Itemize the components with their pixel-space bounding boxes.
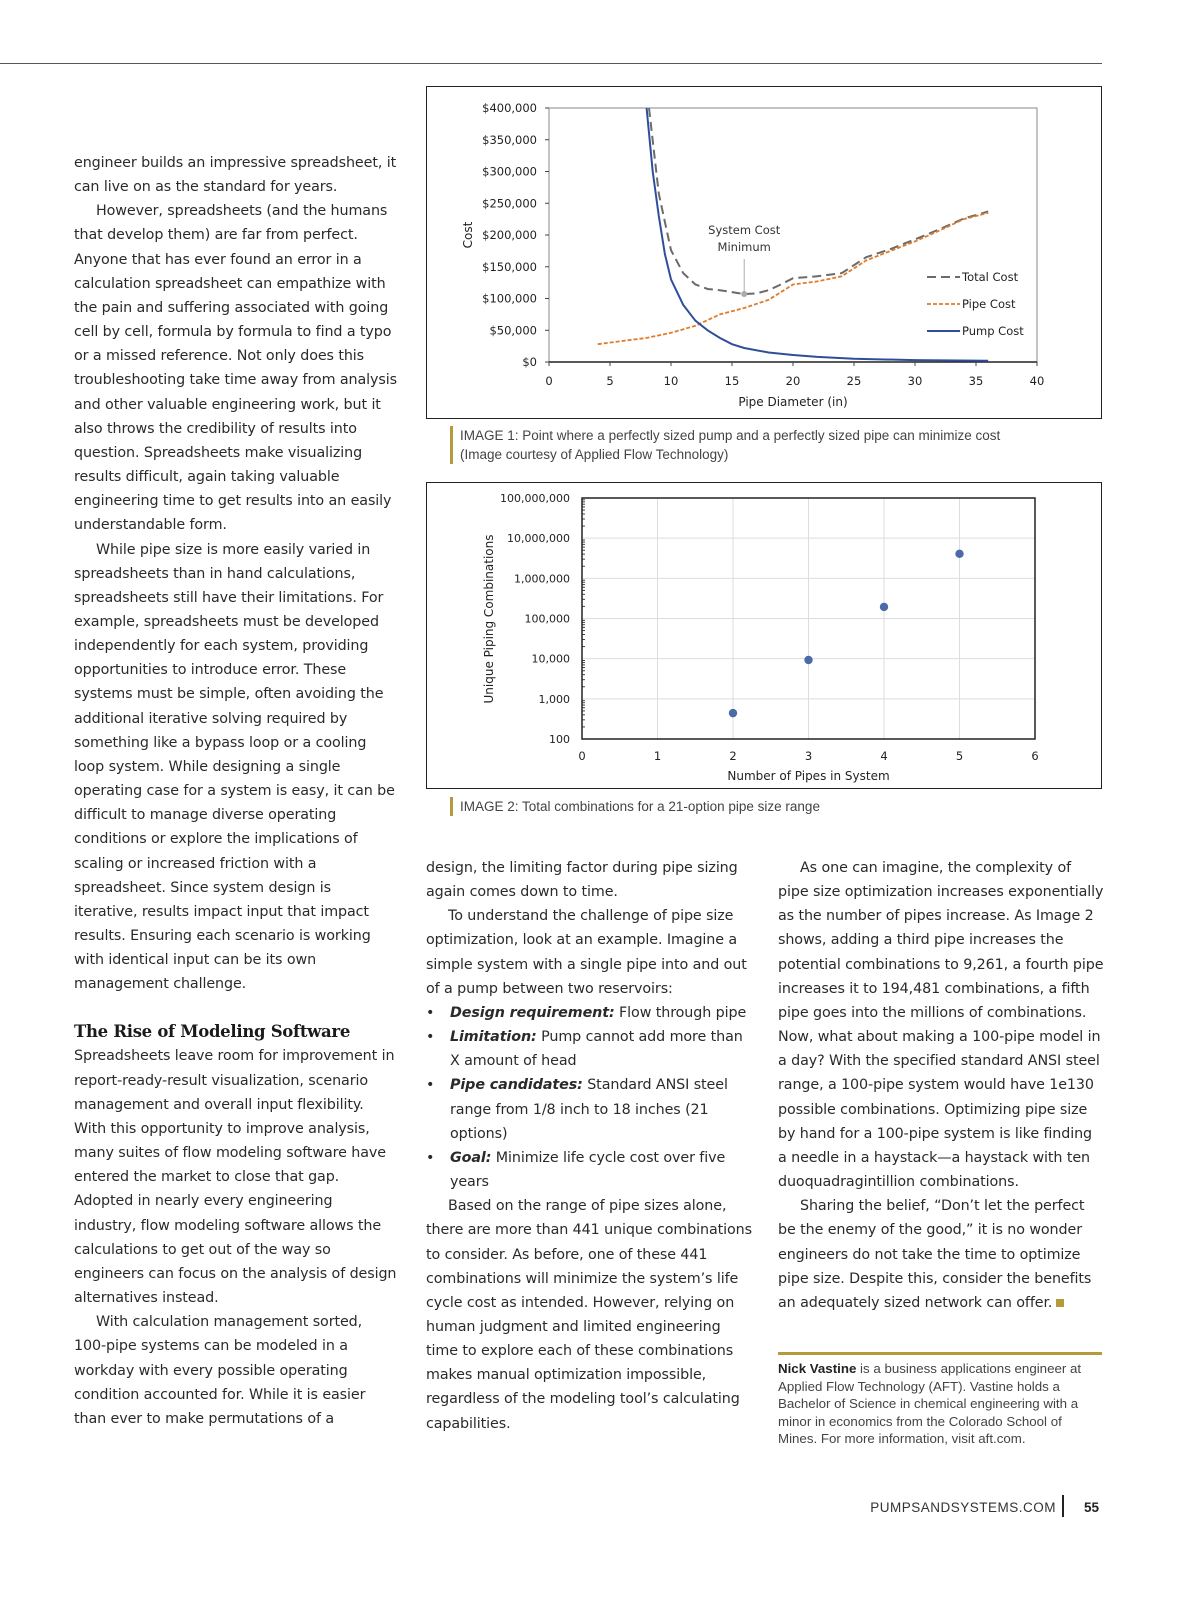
section-heading: The Rise of Modeling Software — [74, 1022, 351, 1042]
x-tick-label: 30 — [907, 374, 923, 388]
y-tick-label: $350,000 — [482, 132, 537, 147]
x-tick-label: 20 — [785, 374, 801, 388]
y-tick-label: 10,000,000 — [507, 532, 570, 546]
paragraph-text: Sharing the belief, “Don’t let the perfect be the enemy of the good,” it is no wonder engineers do not take the time to optimize pipe size. Despite this, consider the benefits an adequately sized network can offer. — [778, 1198, 1092, 1311]
x-tick-label: 3 — [804, 749, 813, 763]
x-tick-label: 4 — [880, 749, 888, 763]
author-bio — [778, 1360, 1104, 1448]
figure-combinations-chart — [426, 482, 1102, 789]
y-tick-label: $150,000 — [482, 259, 537, 274]
x-tick-label: 15 — [724, 374, 740, 388]
y-tick-label: $200,000 — [482, 228, 537, 242]
y-tick-label: 100,000 — [524, 612, 570, 626]
x-tick-label: 35 — [968, 374, 984, 388]
right-column — [778, 856, 1104, 1315]
x-tick-label: 5 — [955, 749, 964, 763]
figure-caption: IMAGE 1: Point where a perfectly sized pump and a perfectly sized pipe can minimize cost (Image courtesy of Applied Flow Technology) — [450, 426, 1020, 464]
y-tick-label: 10,000 — [531, 652, 570, 666]
x-tick-label: 40 — [1029, 374, 1045, 388]
bullet-text: Pump cannot add more than X amount of head — [450, 1029, 743, 1070]
paragraph: While pipe size is more easily varied in spreadsheets than in hand calculations, spreadsheets still have their limitations. For example, spreadsheets must be developed independently for each system, providing opportunities to introduce error. These systems must be simple, often avoiding the additional iterative solving required by something like a bypass loop or a cooling loop system. While designing a single operating case for a system is easy, it can be difficult to manage diverse operating conditions or explore the implications of scaling or increased friction with a spreadsheet. Since system design is iterative, results impact input that impact results. Ensuring each scenario is working with identical input can be its own management challenge. — [74, 541, 395, 993]
y-tick-label: 1,000 — [538, 692, 570, 706]
paragraph: design, the limiting factor during pipe sizing again comes down to time. — [426, 860, 738, 901]
x-axis-label: Pipe Diameter (in) — [738, 395, 848, 409]
data-point — [804, 656, 812, 664]
bullet-label: Limitation: — [450, 1029, 537, 1046]
data-point — [955, 550, 963, 558]
x-tick-label: 6 — [1031, 749, 1039, 763]
author-name: Nick Vastine — [778, 1361, 857, 1376]
paragraph: Based on the range of pipe sizes alone, there are more than 441 unique combinations to consider. As before, one of these 441 combinations will minimize the system’s life cycle cost as intended. However, relying on human judgment and limited engineering time to explore each of these combinations makes manual optimization impossible, regardless of the modeling tool’s calculating capabilities. — [426, 1198, 752, 1432]
paragraph — [778, 1194, 1104, 1315]
header-rule — [0, 63, 1102, 64]
list-item — [426, 1073, 752, 1145]
series-line-pump-cost — [647, 108, 989, 361]
bullet-list — [426, 1001, 752, 1194]
combinations-chart — [427, 483, 1101, 788]
y-axis-label: Unique Piping Combinations — [482, 534, 496, 704]
y-tick-label: 1,000,000 — [514, 572, 570, 586]
middle-column — [426, 856, 752, 1436]
bio-divider — [778, 1352, 1102, 1355]
y-axis-label: Cost — [461, 221, 475, 249]
end-mark-icon — [1056, 1299, 1064, 1307]
x-tick-label: 0 — [545, 374, 553, 388]
y-tick-label: $50,000 — [489, 323, 537, 338]
x-axis-label: Number of Pipes in System — [727, 769, 890, 783]
paragraph: Spreadsheets leave room for improvement in report-ready-result visualization, scenario management and overall input flexibility. With this opportunity to improve analysis, many suites of flow modeling software have entered the market to close that gap. Adopted in nearly every engineering industry, flow modeling software allows the calculations to get out of the way so engineers can focus on the analysis of design alternatives instead. — [74, 1048, 397, 1307]
series-line-total-cost — [649, 108, 988, 294]
list-item — [426, 1146, 752, 1194]
y-tick-label: 100,000,000 — [500, 492, 570, 505]
paragraph: With calculation management sorted, 100-pipe systems can be modeled in a workday with every possible operating condition accounted for. While it is easier than ever to make permutations of a — [74, 1314, 366, 1427]
footer-divider — [1062, 1495, 1064, 1517]
data-point — [729, 709, 737, 717]
figure-cost-chart — [426, 86, 1102, 419]
y-tick-label: $0 — [522, 355, 537, 369]
data-point — [880, 603, 888, 611]
paragraph: To understand the challenge of pipe size optimization, look at an example. Imagine a simple system with a single pipe into and out of a pump between two reservoirs: — [426, 908, 747, 997]
y-tick-label: $250,000 — [482, 196, 537, 211]
figure-caption: IMAGE 2: Total combinations for a 21-option pipe size range — [450, 797, 820, 816]
list-item — [426, 1025, 752, 1073]
x-tick-label: 2 — [729, 749, 737, 763]
y-tick-label: $100,000 — [482, 291, 537, 306]
bullet-text: Flow through pipe — [614, 1004, 747, 1021]
bullet-label: Design requirement: — [450, 1004, 615, 1021]
footer-site: PUMPSANDSYSTEMS.COM — [870, 1500, 1056, 1515]
annotation-text: Minimum — [717, 240, 771, 255]
y-tick-label: 100 — [549, 733, 570, 746]
x-tick-label: 5 — [606, 374, 614, 388]
legend-label: Pump Cost — [962, 324, 1024, 338]
x-tick-label: 0 — [578, 749, 586, 763]
cost-chart — [427, 87, 1101, 418]
annotation-text: System Cost — [708, 223, 781, 238]
x-tick-label: 10 — [663, 374, 679, 388]
paragraph: However, spreadsheets (and the humans that develop them) are far from perfect. Anyone that has ever found an error in a calculation spreadsheet can empathize with the pain and suffering associated with going cell by cell, formula by formula to find a typo or a missed reference. Not only does this troubleshooting take time away from analysis and other valuable engineering work, but it also throws the credibility of results into question. Spreadsheets make visualizing results difficult, again taking valuable engineering time to get results into an easily understandable form. — [74, 203, 397, 534]
bio-text: is a business applications engineer at Applied Flow Technology (AFT). Vastine holds a Bachelor of Science in chemical engineering with a minor in economics from the Colorado School of Mines. For more information, visit aft.com. — [778, 1361, 1082, 1447]
left-column — [74, 151, 398, 1431]
x-tick-label: 1 — [653, 749, 662, 763]
bullet-text: Minimize life cycle cost over five years — [450, 1149, 726, 1191]
y-tick-label: $400,000 — [482, 101, 537, 115]
bullet-label: Goal: — [450, 1149, 492, 1166]
legend-label: Pipe Cost — [962, 297, 1016, 311]
list-item — [426, 1001, 752, 1025]
paragraph: engineer builds an impressive spreadsheet, it can live on as the standard for years. — [74, 155, 397, 196]
x-tick-label: 25 — [846, 374, 862, 388]
paragraph: As one can imagine, the complexity of pipe size optimization increases exponentially as the number of pipes increase. As Image 2 shows, adding a third pipe increases the potential combinations to 9,261, a fourth pipe increases it to 194,481 combinations, a fifth pipe goes into the millions of combinations. Now, what about making a 100-pipe model in a day? With the specified standard ANSI steel range, a 100-pipe system would have 1e130 possible combinations. Optimizing pipe size by hand for a 100-pipe system is like finding a needle in a haystack—a haystack with ten duoquadragintillion combinations. — [778, 860, 1104, 1191]
bullet-text: Standard ANSI steel range from 1/8 inch to 18 inches (21 options) — [450, 1077, 728, 1142]
bullet-label: Pipe candidates: — [450, 1077, 583, 1094]
legend-label: Total Cost — [962, 270, 1019, 284]
page-number: 55 — [1084, 1500, 1100, 1515]
y-tick-label: $300,000 — [482, 164, 537, 179]
